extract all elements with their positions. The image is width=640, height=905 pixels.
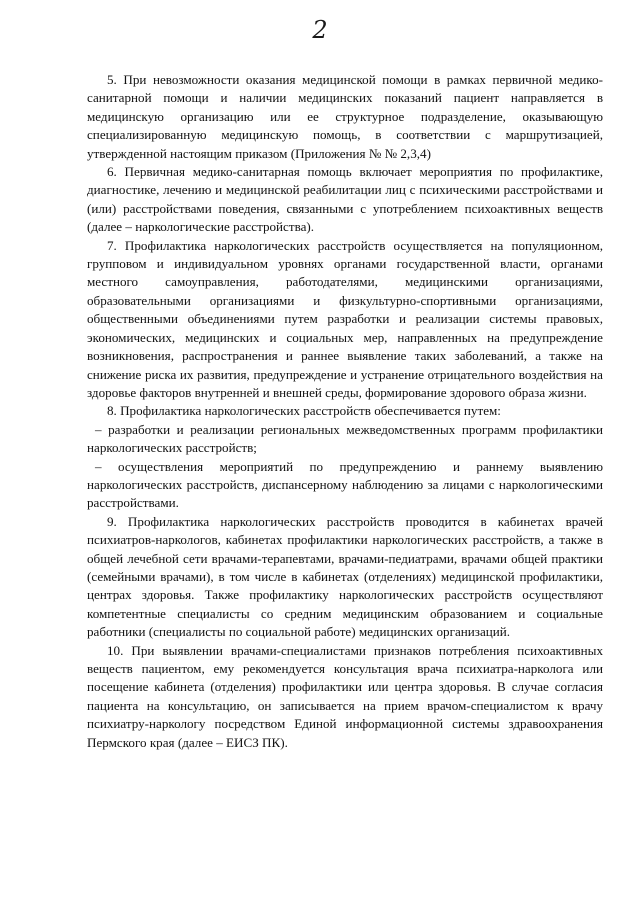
paragraph-6: 6. Первичная медико-санитарная помощь включает мероприятия по профилактике, диагностике, лечению и медицинской реабилитации лиц с психическими расстройствами и (или) расстройствами поведения, связанными с употреблением психоактивных веществ (далее – наркологические расстройства). (87, 164, 603, 235)
list-item-programs: – разработки и реализации региональных межведомственных программ профилактики наркологических расстройств; (87, 421, 603, 456)
document-body (87, 71, 603, 752)
paragraph-9: 9. Профилактика наркологических расстройств проводится в кабинетах врачей психиатров-наркологов, кабинетах профилактики наркологических расстройств, а также в общей лечебной сети врачами-терапевтами, врачами-педиатрами, врачами общей практики (семейными врачами), в том числе в кабинетах (отделениях) медицинской профилактики, центрах здоровья. Также профилактику наркологических расстройств осуществляют компетентные специалисты со средним медицинским образованием и социальные работники (специалисты по социальной работе) медицинских организаций. (87, 513, 603, 640)
paragraph-5: 5. При невозможности оказания медицинской помощи в рамках первичной медико-санитарной помощи и наличии медицинских показаний пациент направляется в медицинскую организацию или ее структурное подразделение, оказывающую специализированную медицинскую помощь, в соответствии с маршрутизацией, утвержденной настоящим приказом (Приложения № № 2,3,4) (87, 72, 603, 161)
page-number: 2 (312, 16, 328, 44)
paragraph-7: 7. Профилактика наркологических расстройств осуществляется на популяционном, групповом и индивидуальном уровнях органами государственной власти, органами местного самоуправления, работодателями, медицинскими организациями, образовательными организациями и физкультурно-спортивными организациями, общественными объединениями путем разработки и реализации системы правовых, экономических, медицинских и социальных мер, направленных на предупреждение возникновения, распространения и раннее выявление таких заболеваний, а также на снижение риска их развития, предупреждение и устранение отрицательного воздействия на здоровье факторов внутренней и внешней среды, формирование здорового образа жизни. (87, 237, 603, 400)
paragraph-10: 10. При выявлении врачами-специалистами признаков потребления психоактивных веществ пациентом, ему рекомендуется консультация врача психиатра-нарколога или посещение кабинета (отделения) профилактики или центра здоровья. В случае согласия пациента на консультацию, он записывается на прием врачом-специалистом к врачу психиатру-наркологу посредством Единой информационной системы здравоохранения Пермского края (далее – ЕИСЗ ПК). (87, 642, 603, 750)
list-item-measures: – осуществления мероприятий по предупреждению и раннему выявлению наркологических расстройств, диспансерному наблюдению за лицами с наркологическими расстройствами. (87, 458, 603, 511)
paragraph-8: 8. Профилактика наркологических расстройств обеспечивается путем: (107, 403, 501, 419)
